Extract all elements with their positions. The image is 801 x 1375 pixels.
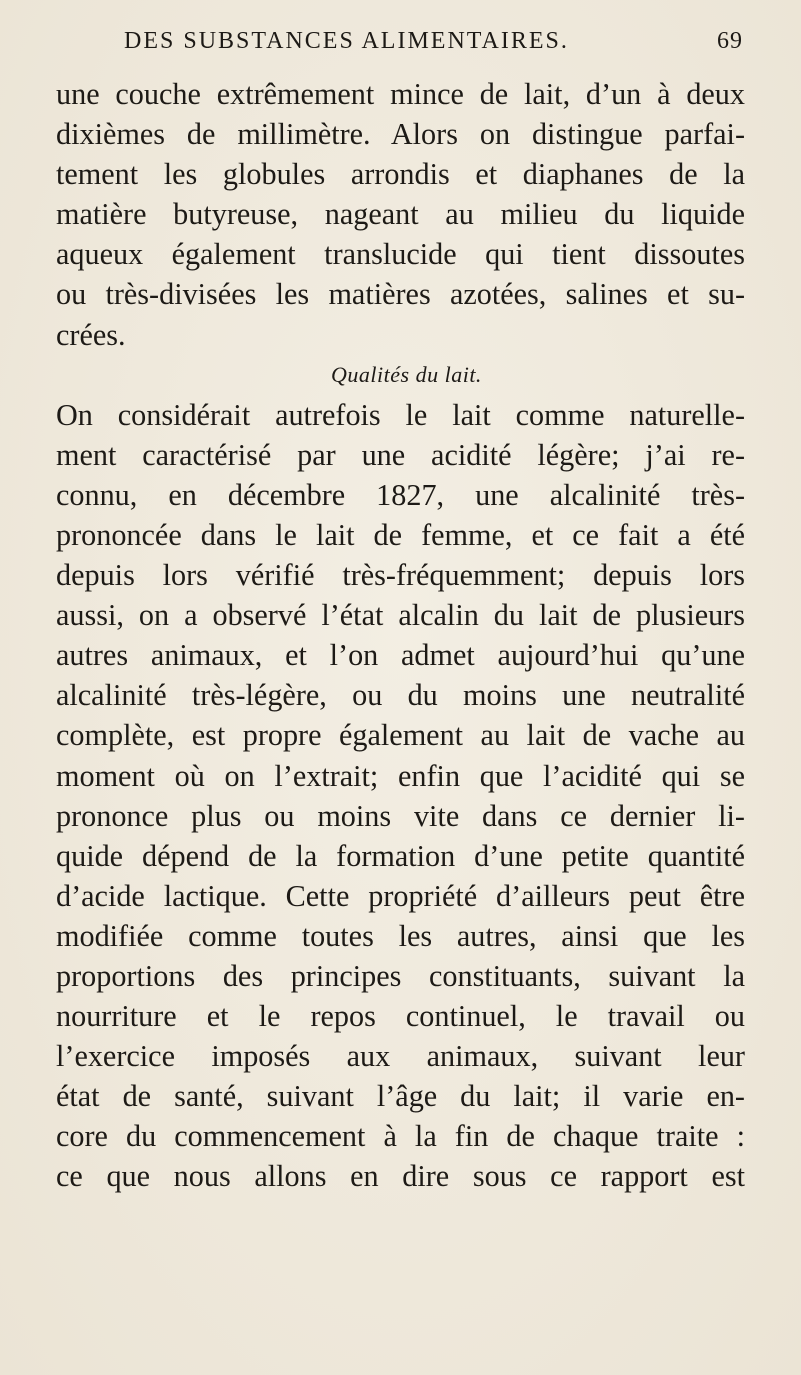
text-line: l’exercice imposés aux animaux, suivant leur bbox=[56, 1039, 745, 1074]
text-line: alcalinité très-légère, ou du moins une neutralité bbox=[56, 678, 745, 713]
running-head bbox=[56, 28, 745, 68]
text-line: complète, est propre également au lait de vache au bbox=[56, 718, 745, 753]
text-line: proportions des principes constituants, suivant la bbox=[56, 958, 745, 993]
text-line: ce que nous allons en dire sous ce rapport est bbox=[56, 1159, 745, 1194]
text-line: nourriture et le repos continuel, le travail ou bbox=[56, 999, 745, 1034]
text-line: moment où on l’extrait; enfin que l’acidité qui se bbox=[56, 758, 745, 793]
text-line: tement les globules arrondis et diaphanes de la bbox=[56, 157, 745, 192]
text-line: aussi, on a observé l’état alcalin du lait de plusieurs bbox=[56, 598, 745, 633]
text-line: état de santé, suivant l’âge du lait; il varie en- bbox=[56, 1079, 745, 1114]
text-line: autres animaux, et l’on admet aujourd’hui qu’une bbox=[56, 638, 745, 673]
page-number: 69 bbox=[717, 28, 743, 54]
text-line: crées. bbox=[56, 317, 126, 352]
paragraph-1 bbox=[56, 74, 745, 355]
text-line: prononce plus ou moins vite dans ce dernier li- bbox=[56, 798, 745, 833]
running-title: DES SUBSTANCES ALIMENTAIRES. bbox=[124, 28, 569, 54]
text-line: core du commencement à la fin de chaque traite : bbox=[56, 1119, 745, 1154]
section-heading: Qualités du lait. bbox=[331, 361, 482, 387]
text-line: une couche extrêmement mince de lait, d’un à deux bbox=[56, 77, 745, 111]
text-line: connu, en décembre 1827, une alcalinité très- bbox=[56, 477, 745, 512]
text-line: dixièmes de millimètre. Alors on distingue parfai- bbox=[56, 117, 745, 152]
text-line: d’acide lactique. Cette propriété d’ailleurs peut être bbox=[56, 878, 745, 913]
paragraph-2 bbox=[56, 395, 745, 1197]
text-line: On considérait autrefois le lait comme naturelle- bbox=[56, 397, 745, 432]
body-text bbox=[56, 74, 745, 1197]
text-line: modifiée comme toutes les autres, ainsi que les bbox=[56, 918, 745, 953]
text-line: ment caractérisé par une acidité légère; j’ai re- bbox=[56, 437, 745, 472]
text-line: ou très-divisées les matières azotées, salines et su- bbox=[56, 277, 745, 312]
text-line: matière butyreuse, nageant au milieu du liquide bbox=[56, 197, 745, 232]
text-line: prononcée dans le lait de femme, et ce fait a été bbox=[56, 517, 745, 552]
text-line: quide dépend de la formation d’une petite quantité bbox=[56, 838, 745, 873]
text-line: aqueux également translucide qui tient dissoutes bbox=[56, 237, 745, 272]
text-line: depuis lors vérifié très-fréquemment; depuis lors bbox=[56, 558, 745, 593]
